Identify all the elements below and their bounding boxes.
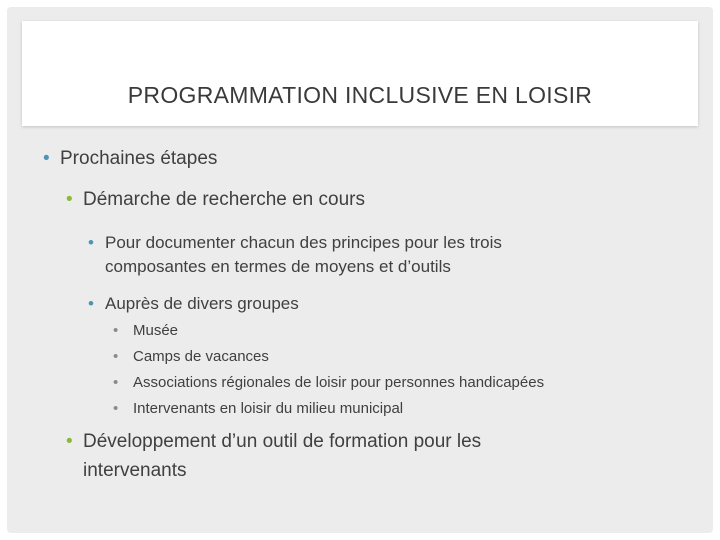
bullet-dot: • xyxy=(88,294,94,313)
bullet-dot: • xyxy=(66,431,73,452)
bullet-text-line1: Pour documenter chacun des principes pour les trois xyxy=(105,233,502,252)
bullet-dot: • xyxy=(113,374,119,391)
bullet-dot: • xyxy=(113,400,119,417)
bullet-dot: • xyxy=(113,322,119,339)
title-box xyxy=(22,21,698,126)
bullet-dot: • xyxy=(66,189,73,210)
bullet-text: Intervenants en loisir du milieu municipal xyxy=(133,400,404,417)
bullet-dot: • xyxy=(88,233,94,252)
bullet-text: Auprès de divers groupes xyxy=(105,294,299,313)
bullet-dot: • xyxy=(43,148,50,169)
bullet-text: Musée xyxy=(133,322,179,339)
slide-title: PROGRAMMATION INCLUSIVE EN LOISIR xyxy=(127,82,593,108)
bullet-dot: • xyxy=(113,348,119,365)
bullet-text: Associations régionales de loisir pour personnes handicapées xyxy=(133,374,545,391)
bullet-text-line1: Développement d’un outil de formation pour les xyxy=(83,431,482,452)
bullet-text-line2: composantes en termes de moyens et d’outils xyxy=(105,257,451,276)
bullet-text: Démarche de recherche en cours xyxy=(83,189,365,210)
bullet-text: Prochaines étapes xyxy=(60,148,218,169)
bullet-text-line2: intervenants xyxy=(83,460,187,481)
bullet-text: Camps de vacances xyxy=(133,348,269,365)
